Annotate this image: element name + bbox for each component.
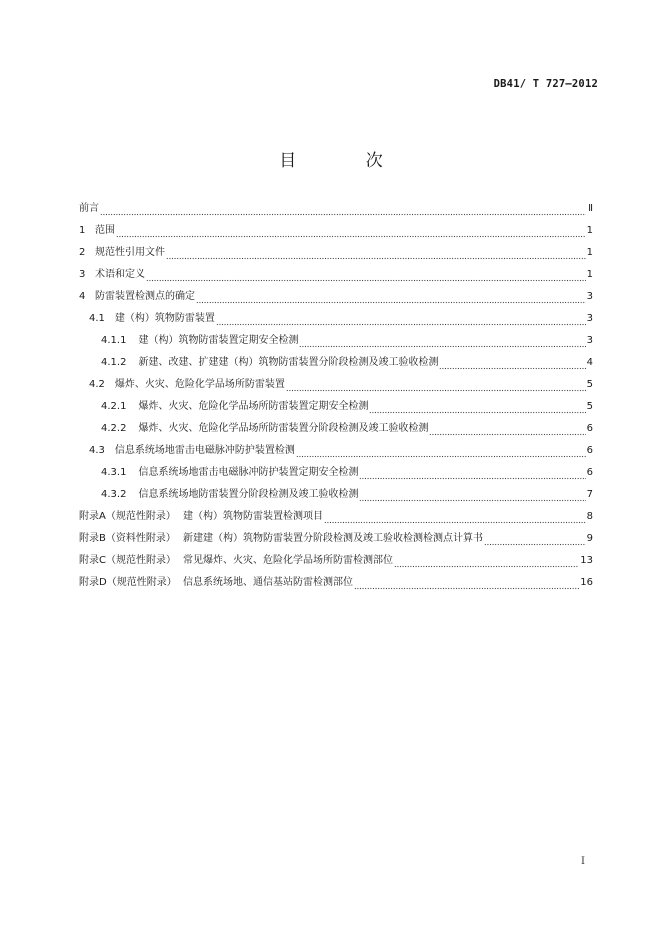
toc-entry-page: 6: [586, 423, 593, 434]
toc-entry[interactable]: [79, 528, 593, 550]
toc-dot-leader: [299, 330, 585, 352]
toc-entry-page: 13: [580, 555, 593, 566]
toc-entry-page: 1: [586, 225, 593, 236]
toc-entry[interactable]: [79, 220, 593, 242]
toc-entry-number: 4.1.2: [101, 357, 127, 368]
toc-entry-page: 5: [586, 379, 593, 390]
toc-entry-label: 爆炸、火灾、危险化学品场所防雷装置: [114, 379, 285, 390]
toc-entry[interactable]: [79, 374, 593, 396]
toc-entry-page: 3: [586, 313, 593, 324]
toc-dot-leader: [484, 528, 586, 550]
toc-dot-leader: [324, 506, 586, 528]
toc-appendix-tag: 附录D（规范性附录）: [79, 577, 177, 588]
toc-entry-page: 16: [580, 577, 593, 588]
toc-entry-page: 6: [586, 445, 593, 456]
toc-entry-page: 5: [586, 401, 593, 412]
page-title: 目 次: [279, 151, 415, 171]
toc-entry-label: 信息系统场地雷击电磁脉冲防护装置定期安全检测: [138, 467, 359, 478]
toc-dot-leader: [359, 484, 585, 506]
toc-entry-number: 4.1: [89, 313, 105, 324]
toc-entry[interactable]: [79, 462, 593, 484]
toc-entry[interactable]: [79, 572, 593, 594]
toc-entry-page: 1: [586, 247, 593, 258]
toc-entry[interactable]: [79, 550, 593, 572]
toc-entry[interactable]: [79, 330, 593, 352]
toc-entry[interactable]: [79, 308, 593, 330]
toc-entry[interactable]: [79, 418, 593, 440]
toc-entry[interactable]: [79, 484, 593, 506]
toc-entry[interactable]: [79, 506, 593, 528]
toc-entry-number: 4.2.2: [101, 423, 127, 434]
toc-entry[interactable]: [79, 440, 593, 462]
toc-entry-page: 9: [586, 533, 593, 544]
toc-appendix-tag: 附录B（资料性附录）: [79, 533, 176, 544]
toc-entry-number: 2: [79, 247, 86, 258]
toc-entry-page: 4: [586, 357, 593, 368]
toc-entry-number: 4.1.1: [101, 335, 127, 346]
table-of-contents: [79, 198, 593, 594]
toc-entry[interactable]: [79, 286, 593, 308]
toc-entry-label: 常见爆炸、火灾、危险化学品场所防雷检测部位: [183, 555, 393, 566]
toc-dot-leader: [100, 198, 586, 220]
toc-entry-label: 建（构）筑物防雷装置定期安全检测: [138, 335, 299, 346]
toc-entry-number: 4.2: [89, 379, 105, 390]
toc-dot-leader: [439, 352, 585, 374]
toc-entry-label: 术语和定义: [95, 269, 145, 280]
toc-entry-label: 爆炸、火灾、危险化学品场所防雷装置分阶段检测及竣工验收检测: [138, 423, 429, 434]
toc-entry[interactable]: [79, 352, 593, 374]
toc-dot-leader: [196, 286, 586, 308]
toc-entry-label: 防雷装置检测点的确定: [95, 291, 195, 302]
toc-dot-leader: [429, 418, 585, 440]
toc-entry-page: Ⅱ: [588, 203, 593, 214]
toc-entry-label: 信息系统场地、通信基站防雷检测部位: [183, 577, 353, 588]
toc-entry-label: 建（构）筑物防雷装置: [114, 313, 215, 324]
toc-appendix-tag: 附录A（规范性附录）: [79, 511, 176, 522]
toc-entry[interactable]: [79, 198, 593, 220]
toc-dot-leader: [116, 220, 586, 242]
toc-entry-label: 信息系统场地防雷装置分阶段检测及竣工验收检测: [138, 489, 359, 500]
toc-entry-page: 3: [586, 335, 593, 346]
toc-entry-label: 新建建（构）筑物防雷装置分阶段检测及竣工验收检测检测点计算书: [183, 533, 483, 544]
toc-entry[interactable]: [79, 396, 593, 418]
toc-entry-page: 8: [586, 511, 593, 522]
toc-entry-label: 范围: [95, 225, 115, 236]
toc-dot-leader: [166, 242, 586, 264]
toc-dot-leader: [394, 550, 579, 572]
toc-entry-number: 4.3.2: [101, 489, 127, 500]
toc-dot-leader: [146, 264, 586, 286]
toc-dot-leader: [359, 462, 585, 484]
toc-entry-page: 1: [586, 269, 593, 280]
toc-dot-leader: [286, 374, 586, 396]
toc-entry-number: 3: [79, 269, 86, 280]
toc-entry-label: 规范性引用文件: [95, 247, 165, 258]
toc-entry-number: 1: [79, 225, 86, 236]
page-number: I: [581, 856, 585, 867]
toc-entry-number: 4.3.1: [101, 467, 127, 478]
toc-entry-number: 4: [79, 291, 86, 302]
toc-dot-leader: [216, 308, 586, 330]
toc-entry-page: 7: [586, 489, 593, 500]
toc-entry-number: 4.3: [89, 445, 105, 456]
toc-entry-label: 信息系统场地雷击电磁脉冲防护装置检测: [114, 445, 295, 456]
toc-entry-label: 建（构）筑物防雷装置检测项目: [183, 511, 323, 522]
toc-entry-number: 4.2.1: [101, 401, 127, 412]
toc-dot-leader: [369, 396, 585, 418]
toc-entry[interactable]: [79, 264, 593, 286]
toc-entry-label: 前言: [79, 203, 99, 214]
toc-entry-page: 6: [586, 467, 593, 478]
toc-entry-page: 3: [586, 291, 593, 302]
toc-appendix-tag: 附录C（规范性附录）: [79, 555, 176, 566]
toc-dot-leader: [296, 440, 586, 462]
toc-entry-label: 新建、改建、扩建建（构）筑物防雷装置分阶段检测及竣工验收检测: [138, 357, 439, 368]
standard-code: DB41/ T 727—2012: [493, 78, 598, 90]
toc-dot-leader: [354, 572, 579, 594]
toc-entry-label: 爆炸、火灾、危险化学品场所防雷装置定期安全检测: [138, 401, 369, 412]
toc-entry[interactable]: [79, 242, 593, 264]
